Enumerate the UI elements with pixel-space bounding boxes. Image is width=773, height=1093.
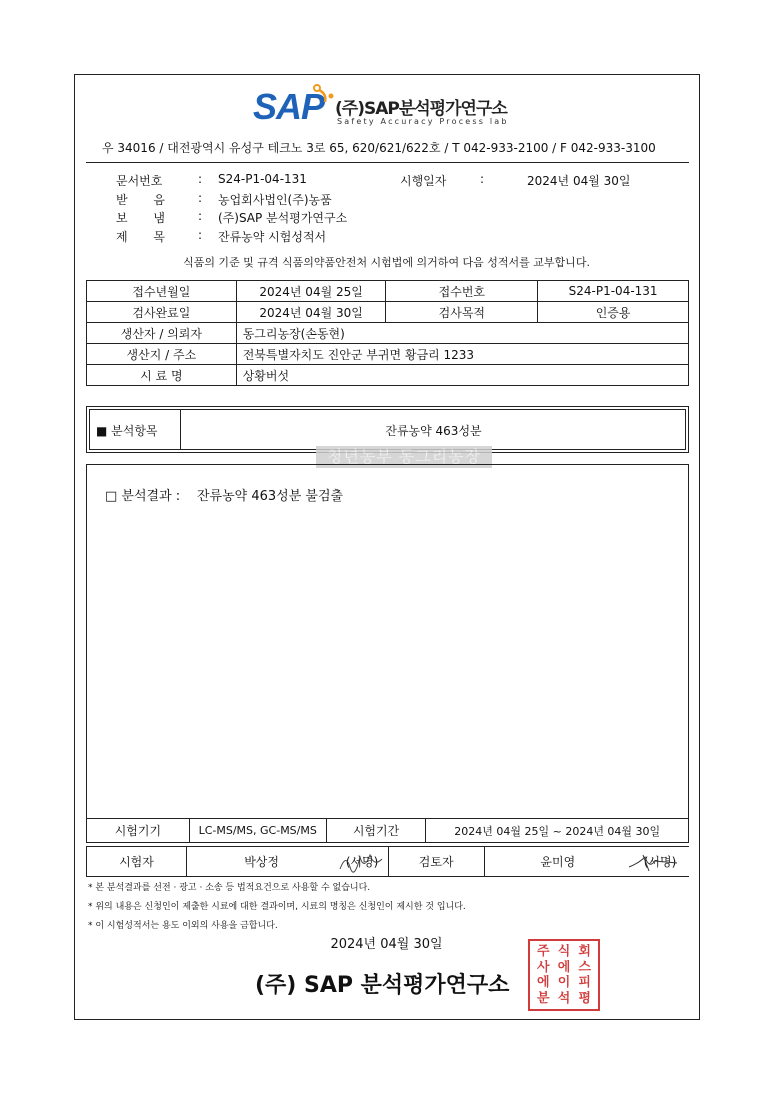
issue-date-label: 시행일자 — [400, 174, 447, 188]
origin: 전북특별자치도 진안군 부귀면 황금리 1233 — [236, 344, 688, 365]
seal-char: 피 — [578, 975, 591, 990]
seal-char: 에 — [537, 975, 550, 990]
equipment: LC-MS/MS, GC-MS/MS — [189, 819, 326, 843]
handwritten-signature-icon — [336, 849, 388, 875]
producer: 동그리농장(손동현) — [236, 323, 688, 344]
receipt-date: 2024년 04월 25일 — [236, 281, 386, 302]
colon: : — [480, 172, 485, 186]
period-label: 시험기간 — [326, 819, 426, 843]
watermark: 청년농부 동그리농장 — [316, 446, 492, 468]
equipment-label: 시험기기 — [87, 819, 190, 843]
header-divider — [86, 162, 689, 163]
purpose-label: 검사목적 — [386, 302, 538, 323]
colon: : — [198, 191, 203, 205]
intro-statement: 식품의 기준 및 규격 식품의약품안전처 시험법에 의거하여 다음 성적서를 교부합니다. — [183, 256, 590, 269]
company-logo — [253, 82, 523, 130]
table-row — [87, 847, 690, 877]
complete-date: 2024년 04월 30일 — [236, 302, 386, 323]
table-row — [87, 302, 689, 323]
test-period: 2024년 04월 25일 ~ 2024년 04월 30일 — [426, 819, 689, 843]
receipt-no-label: 접수번호 — [386, 281, 538, 302]
note-item: * 이 시험성적서는 용도 이외의 사용을 금합니다. — [88, 921, 278, 931]
note-item: * 위의 내용은 신청인이 제출한 시료에 대한 결과이며, 시료의 명칭은 신청인이 제시한 것 입니다. — [88, 902, 466, 912]
result-value: 잔류농약 463성분 불검출 — [197, 489, 344, 504]
footer-company-name: (주) SAP 분석평가연구소 — [255, 973, 510, 998]
recipient-label: 받 음 — [116, 193, 165, 207]
doc-number-label: 문서번호 — [116, 174, 163, 188]
tester-sign-label: (서명) — [345, 855, 379, 869]
info-table — [86, 280, 689, 386]
analysis-inner-frame — [89, 409, 686, 450]
recipient: 농업회사법인(주)농품 — [218, 193, 332, 207]
company-address: 우 34016 / 대전광역시 유성구 테크노 3로 65, 620/621/622호 / T 042-933-2100 / F 042-933-3100 — [102, 141, 656, 155]
receipt-no: S24-P1-04-131 — [538, 281, 689, 302]
note-item: * 본 분석결과를 선전 · 광고 · 소송 등 법적요건으로 사용할 수 없습니다. — [88, 883, 371, 893]
colon: : — [198, 172, 203, 186]
reviewer-name: 윤미영 — [484, 847, 631, 877]
doc-number: S24-P1-04-131 — [218, 172, 307, 186]
origin-label: 생산지 / 주소 — [87, 344, 237, 365]
table-row — [87, 344, 689, 365]
logo-molecule-icon — [311, 82, 337, 104]
seal-char: 스 — [578, 959, 591, 975]
analysis-value: 잔류농약 463성분 — [385, 424, 482, 438]
logo-subtitle: Safety Accuracy Process lab — [337, 117, 509, 126]
tester-name: 박상정 — [186, 847, 336, 877]
seal-char: 평 — [578, 990, 591, 1006]
reviewer-label: 검토자 — [388, 847, 484, 877]
logo-company-name: (주)SAP분석평가연구소 — [335, 99, 507, 119]
issue-date-footer: 2024년 04월 30일 — [330, 937, 443, 952]
colon: : — [198, 228, 203, 242]
analysis-label: ■ 분석항목 — [96, 424, 158, 438]
seal-char: 식 — [557, 944, 571, 959]
purpose: 인증용 — [538, 302, 689, 323]
seal-char: 주 — [537, 944, 550, 959]
handwritten-signature-icon — [625, 849, 683, 875]
subject: 잔류농약 시험성적서 — [218, 230, 327, 244]
test-table — [86, 818, 689, 843]
official-seal — [528, 939, 600, 1011]
seal-char: 이 — [557, 975, 571, 990]
reviewer-sign-label: (서명) — [643, 855, 677, 869]
sample-label: 시 료 명 — [87, 365, 237, 386]
sender-label: 보 냄 — [116, 211, 165, 225]
seal-char: 석 — [557, 990, 571, 1006]
seal-char: 사 — [537, 959, 550, 975]
tester-label: 시험자 — [87, 847, 187, 877]
table-row — [87, 323, 689, 344]
analysis-divider — [180, 410, 181, 449]
complete-date-label: 검사완료일 — [87, 302, 237, 323]
issue-date: 2024년 04월 30일 — [527, 174, 631, 188]
table-row — [87, 365, 689, 386]
seal-char: 에 — [557, 959, 571, 975]
seal-characters — [533, 944, 595, 1006]
reviewer-signature — [631, 847, 689, 877]
sample: 상황버섯 — [236, 365, 688, 386]
result-label: □ 분석결과 : — [105, 489, 181, 504]
receipt-date-label: 접수년월일 — [87, 281, 237, 302]
table-row — [87, 819, 689, 843]
table-row — [87, 281, 689, 302]
seal-char: 회 — [578, 944, 591, 959]
producer-label: 생산자 / 의뢰자 — [87, 323, 237, 344]
signature-table — [86, 846, 689, 877]
result-box — [86, 464, 689, 818]
sender: (주)SAP 분석평가연구소 — [218, 211, 348, 225]
logo-sap-text: SAP — [253, 86, 325, 127]
tester-signature — [336, 847, 388, 877]
colon: : — [198, 209, 203, 223]
subject-label: 제 목 — [116, 230, 165, 244]
seal-char: 분 — [537, 990, 550, 1006]
